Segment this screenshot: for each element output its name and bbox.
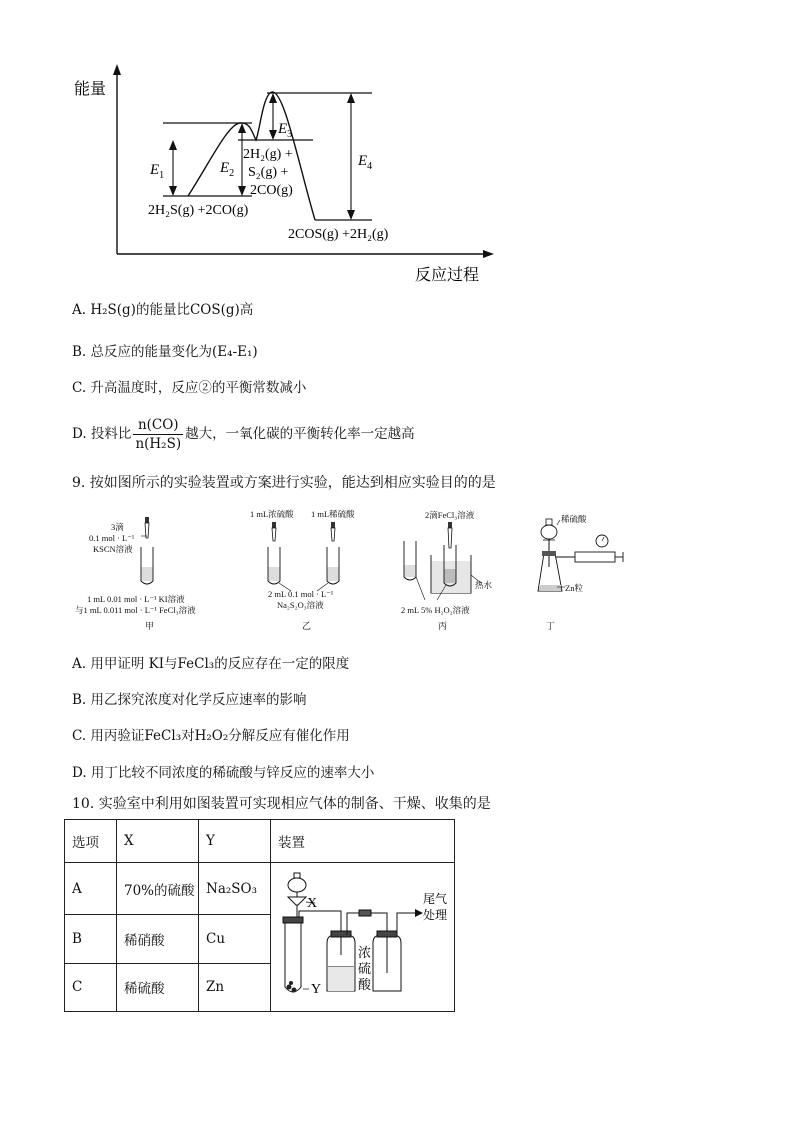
svg-text:Zn粒: Zn粒 — [565, 583, 583, 593]
svg-text:丁: 丁 — [546, 621, 556, 631]
q9-option-c: C. 用丙验证FeCl₃对H₂O₂分解反应有催化作用 — [72, 728, 350, 744]
e2-label: $E_2$ — [220, 160, 235, 179]
energy-diagram — [60, 62, 510, 287]
row-b-x: 稀硝酸 — [117, 915, 199, 963]
th-option: 选项 — [65, 820, 117, 863]
svg-text:尾气: 尾气 — [423, 892, 448, 906]
svg-text:2 mL 0.1 mol · L⁻¹: 2 mL 0.1 mol · L⁻¹ — [268, 589, 334, 599]
state-reactants: 2H₂S(g) +2CO(g) — [148, 203, 249, 218]
th-apparatus: 装置 — [271, 820, 455, 863]
th-y: Y — [199, 820, 271, 863]
e3-label: $E_3$ — [278, 121, 293, 140]
e1-label: $E_1$ — [150, 162, 165, 181]
svg-text:1 mL稀硫酸: 1 mL稀硫酸 — [311, 509, 355, 519]
x-axis-label: 反应过程 — [415, 267, 480, 284]
q9-option-b: B. 用乙探究浓度对化学反应速率的影响 — [72, 692, 307, 708]
y-axis-label: 能量 — [74, 81, 107, 98]
row-b-opt: B — [65, 915, 117, 963]
q8-option-b: B. 总反应的能量变化为(E₄-E₁) — [72, 344, 258, 360]
row-c-opt: C — [65, 963, 117, 1011]
gas-apparatus — [271, 863, 453, 1011]
x-axis-arrow — [483, 250, 494, 258]
svg-text:稀硫酸: 稀硫酸 — [561, 514, 587, 524]
q9-option-a: A. 用甲证明 KI与FeCl₃的反应存在一定的限度 — [72, 656, 350, 672]
ratio-fraction: $\frac{n(CO)}{\text{n(H₂S)}}$ — [135, 417, 182, 452]
q8-option-a: A. H₂S(g)的能量比COS(g)高 — [72, 302, 254, 318]
q9-option-d: D. 用丁比较不同浓度的稀硫酸与锌反应的速率大小 — [72, 765, 375, 781]
row-a-opt: A — [65, 863, 117, 915]
svg-text:0.1 mol · L⁻¹: 0.1 mol · L⁻¹ — [89, 533, 135, 543]
fig-bing — [401, 510, 493, 631]
svg-text:丙: 丙 — [438, 621, 448, 631]
svg-text:2滴FeCl₃溶液: 2滴FeCl₃溶液 — [425, 510, 475, 520]
svg-text:1 mL浓硫酸: 1 mL浓硫酸 — [250, 509, 294, 519]
apparatus-cell — [271, 863, 455, 1012]
state-mid-line2: S₂(g) + — [248, 165, 289, 180]
q8-option-c: C. 升高温度时，反应②的平衡常数减小 — [72, 380, 307, 396]
y-axis-arrow — [113, 64, 121, 75]
q9-stem: 9. 按如图所示的实验装置或方案进行实验，能达到相应实验目的的是 — [72, 475, 496, 491]
svg-text:热水: 热水 — [475, 580, 493, 590]
svg-text:X: X — [307, 896, 318, 911]
q9-apparatus-figure — [65, 505, 635, 635]
svg-text:酸: 酸 — [358, 977, 372, 992]
state-mid-line3: 2CO(g) — [250, 183, 293, 198]
row-a-y: Na₂SO₃ — [199, 863, 271, 915]
state-products: 2COS(g) +2H₂(g) — [288, 227, 389, 242]
svg-text:KSCN溶液: KSCN溶液 — [93, 544, 133, 554]
svg-text:2 mL 5% H₂O₂溶液: 2 mL 5% H₂O₂溶液 — [401, 605, 470, 615]
row-c-x: 稀硫酸 — [117, 963, 199, 1011]
svg-text:1 mL 0.01 mol · L⁻¹ KI溶液: 1 mL 0.01 mol · L⁻¹ KI溶液 — [87, 594, 185, 604]
svg-text:处理: 处理 — [423, 908, 448, 922]
fig-yi — [250, 509, 355, 631]
row-c-y: Zn — [199, 963, 271, 1011]
svg-text:与1 mL 0.011 mol · L⁻¹ FeCl₃溶液: 与1 mL 0.011 mol · L⁻¹ FeCl₃溶液 — [75, 605, 196, 615]
svg-text:Na₂S₂O₃溶液: Na₂S₂O₃溶液 — [277, 600, 324, 610]
svg-text:甲: 甲 — [145, 621, 155, 631]
svg-text:浓: 浓 — [358, 945, 372, 960]
svg-text:硫: 硫 — [358, 961, 372, 976]
e4-label: $E_4$ — [358, 153, 373, 172]
q8-option-d: D. 投料比 $\frac{n(CO)}{\text{n(H₂S)}}$ 越大，一氧化碳的平衡转化率一定越高 — [72, 417, 415, 452]
row-a-x: 70%的硫酸 — [117, 863, 199, 915]
fig-ding — [538, 514, 623, 631]
q10-stem: 10. 实验室中利用如图装置可实现相应气体的制备、干燥、收集的是 — [72, 796, 491, 812]
state-mid-line1: 2H₂(g) + — [243, 147, 293, 162]
fig-jia — [75, 517, 196, 631]
row-b-y: Cu — [199, 915, 271, 963]
th-x: X — [117, 820, 199, 863]
svg-text:3滴: 3滴 — [111, 522, 124, 532]
svg-text:Y: Y — [311, 982, 322, 997]
q10-table — [64, 819, 455, 1012]
svg-text:乙: 乙 — [302, 621, 312, 631]
